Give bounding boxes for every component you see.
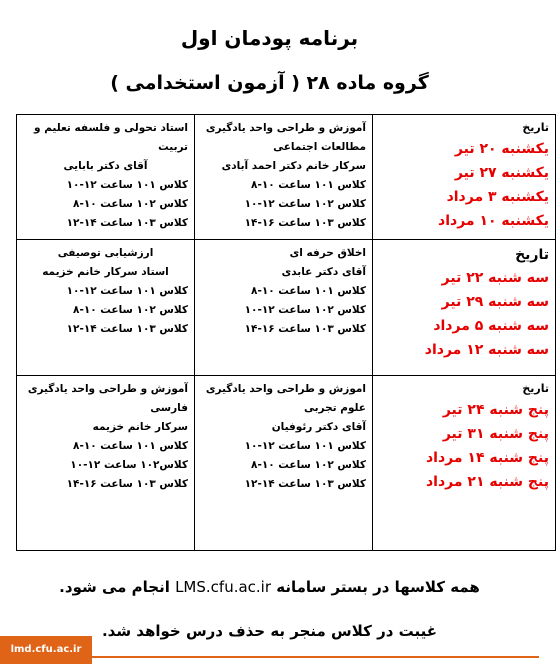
site-logo: lmd.cfu.ac.ir bbox=[0, 636, 92, 664]
course-title: اموزش و طراحی واحد یادگیری علوم تجربی bbox=[205, 383, 366, 414]
course-title: آموزش و طراحی واحد یادگیری مطالعات اجتماعی bbox=[205, 122, 366, 153]
date-item: پنج شنبه ۲۱ مرداد bbox=[425, 474, 549, 490]
dates-cell bbox=[373, 240, 556, 376]
course-cell bbox=[17, 240, 195, 376]
page-subtitle: گروه ماده ۲۸ ( آزمون استخدامی ) bbox=[110, 72, 429, 94]
class-time: کلاس ۱۰۱ ساعت ۱۰-۸ bbox=[73, 440, 188, 452]
class-time: کلاس ۱۰۳ ساعت ۱۶-۱۴ bbox=[244, 323, 366, 335]
class-time: کلاس ۱۰۳ ساعت ۱۶-۱۴ bbox=[66, 478, 188, 490]
class-time: کلاس ۱۰۲ ساعت ۱۲-۱۰ bbox=[244, 304, 366, 316]
table-row bbox=[17, 240, 556, 376]
lms-site-link[interactable]: LMS.cfu.ac.ir bbox=[175, 578, 272, 596]
course-title: آموزش و طراحی واحد یادگیری فارسی bbox=[27, 383, 188, 414]
class-time: کلاس ۱۰۲ ساعت ۱۰-۸ bbox=[73, 304, 188, 316]
class-time: کلاس۱۰۲ ساعت ۱۲-۱۰ bbox=[70, 459, 188, 471]
footer-note-online bbox=[0, 578, 539, 596]
course-teacher: آقای دکتر عابدی bbox=[281, 266, 366, 278]
date-item: یکشنبه ۲۷ تیر bbox=[454, 165, 549, 181]
date-item: پنج شنبه ۳۱ تیر bbox=[442, 426, 549, 442]
date-item: پنج شنبه ۲۴ تیر bbox=[442, 402, 549, 418]
class-time: کلاس ۱۰۱ ساعت ۱۲-۱۰ bbox=[244, 440, 366, 452]
date-item: سه شنبه ۵ مرداد bbox=[433, 318, 549, 334]
date-label: تاریخ bbox=[522, 382, 549, 395]
date-item: سه شنبه ۲۲ تیر bbox=[441, 270, 549, 286]
date-item: پنج شنبه ۱۴ مرداد bbox=[425, 450, 549, 466]
course-title: استاد تحولی و فلسفه تعلیم و تربیت bbox=[34, 122, 188, 153]
dates-cell bbox=[373, 376, 556, 551]
course-cell bbox=[17, 376, 195, 551]
date-item: یکشنبه ۳ مرداد bbox=[446, 189, 549, 205]
date-label: تاریخ bbox=[522, 121, 549, 134]
table-row bbox=[17, 376, 556, 551]
course-teacher: سرکار خانم دکتر احمد آبادی bbox=[221, 160, 366, 172]
footer-note-absence: غیبت در کلاس منجر به حذف درس خواهد شد. bbox=[101, 622, 438, 640]
course-teacher: آقای دکتر رئوفیان bbox=[271, 421, 366, 433]
class-time: کلاس ۱۰۲ ساعت ۱۰-۸ bbox=[251, 459, 366, 471]
course-cell bbox=[195, 240, 373, 376]
course-cell bbox=[195, 115, 373, 240]
footer-text-end: انجام می شود. bbox=[59, 578, 170, 596]
schedule-table bbox=[16, 114, 556, 551]
course-cell bbox=[195, 376, 373, 551]
class-time: کلاس ۱۰۳ ساعت ۱۴-۱۲ bbox=[244, 478, 366, 490]
class-time: کلاس ۱۰۳ ساعت ۱۴-۱۲ bbox=[66, 217, 188, 229]
footer-text-start: همه کلاسها در بستر سامانه bbox=[276, 578, 480, 596]
table-row bbox=[17, 115, 556, 240]
class-time: کلاس ۱۰۱ ساعت ۱۲-۱۰ bbox=[66, 179, 188, 191]
date-item: سه شنبه ۲۹ تیر bbox=[441, 294, 549, 310]
course-teacher: استاد سرکار خانم خزیمه bbox=[42, 266, 169, 278]
course-title: اخلاق حرفه ای bbox=[289, 247, 366, 259]
date-item: یکشنبه ۱۰ مرداد bbox=[438, 213, 549, 229]
class-time: کلاس ۱۰۲ ساعت ۱۰-۸ bbox=[73, 198, 188, 210]
course-title: ارزشیابی توصیفی bbox=[57, 247, 154, 259]
class-time: کلاس ۱۰۲ ساعت ۱۲-۱۰ bbox=[244, 198, 366, 210]
dates-cell bbox=[373, 115, 556, 240]
date-item: سه شنبه ۱۲ مرداد bbox=[424, 342, 549, 358]
class-time: کلاس ۱۰۳ ساعت ۱۶-۱۴ bbox=[244, 217, 366, 229]
course-teacher: آقای دکتر بابایی bbox=[63, 160, 148, 172]
date-item: یکشنبه ۲۰ تیر bbox=[454, 141, 549, 157]
class-time: کلاس ۱۰۱ ساعت ۱۲-۱۰ bbox=[66, 285, 188, 297]
class-time: کلاس ۱۰۱ ساعت ۱۰-۸ bbox=[251, 179, 366, 191]
class-time: کلاس ۱۰۳ ساعت ۱۴-۱۲ bbox=[66, 323, 188, 335]
course-cell bbox=[17, 115, 195, 240]
course-teacher: سرکار خانم خزیمه bbox=[92, 421, 188, 433]
date-label: تاریخ bbox=[515, 247, 549, 263]
page-title: برنامه پودمان اول bbox=[180, 26, 359, 50]
class-time: کلاس ۱۰۱ ساعت ۱۰-۸ bbox=[251, 285, 366, 297]
